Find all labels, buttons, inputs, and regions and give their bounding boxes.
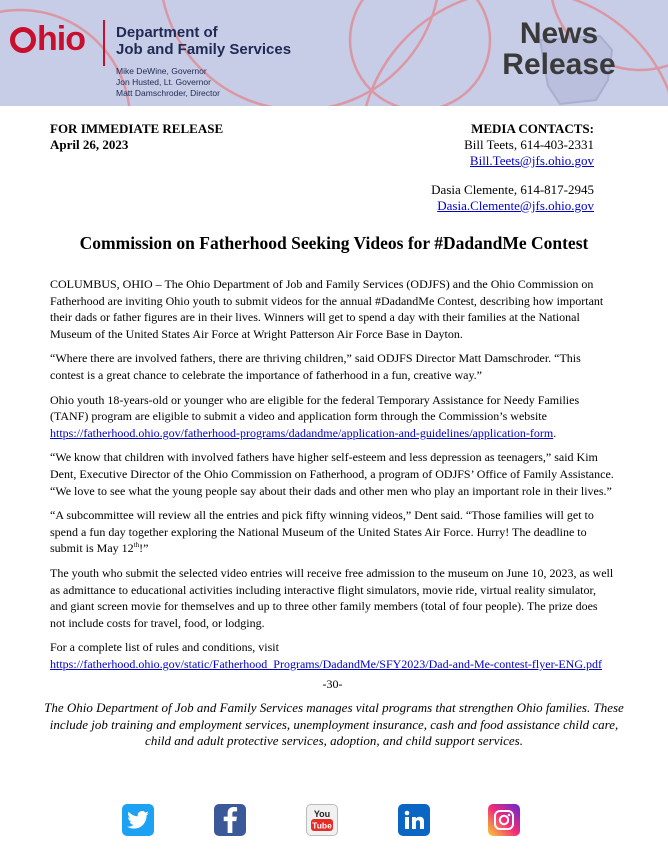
application-form-link[interactable]: https://fatherhood.ohio.gov/fatherhood-programs/dadandme/application-and-guidelines/application-form xyxy=(50,425,554,440)
ohio-logo-ring-icon xyxy=(10,27,36,53)
release-info xyxy=(50,121,223,153)
paragraph: “We know that children with involved fathers have higher self-esteem and less depression as teenagers,” said Kim Dent, Executive Director of the Ohio Commission on Fatherhood, a program of ODJFS’ Office of Family Assistance. “We love to see what the young people say about their dads and other men who play an important role in their lives.” xyxy=(50,450,614,498)
youtube-icon[interactable] xyxy=(306,804,338,836)
headline: Commission on Fatherhood Seeking Videos for #DadandMe Contest xyxy=(79,233,589,253)
facebook-icon[interactable] xyxy=(214,804,246,836)
officials-list xyxy=(116,66,220,99)
linkedin-icon[interactable] xyxy=(398,804,430,836)
paragraph: “A subcommittee will review all the entries and pick fifty winning videos,” Dent said. “Those families will get to spend a fun day together exploring the National Museum of the United States Air Force. Hurry! The deadline to submit is May 12th!” xyxy=(50,508,594,556)
contact-email-link[interactable]: Dasia.Clemente@jfs.ohio.gov xyxy=(437,198,594,213)
paragraph: The youth who submit the selected video entries will receive free admission to the museum on June 10, 2023, as well as admittance to educational activities including interactive flight simulators, movie ride, virtual reality simulator, and giant screen movie for themselves and up to three other family members (total of four people). The prize does not include costs for travel, food, or lodging. xyxy=(50,565,614,630)
header-banner xyxy=(0,0,668,106)
paragraph: “Where there are involved fathers, there are thriving children,” said ODJFS Director Matt Damschroder. “This contest is a great chance to celebrate the importance of fatherhood in a fun, creative way.” xyxy=(50,351,581,382)
rules-flyer-link[interactable]: https://fatherhood.ohio.gov/static/Fatherhood_Programs/DadandMe/SFY2023/Dad-and-Me-contest-flyer-ENG.pdf xyxy=(50,656,602,671)
department-name: Department of Job and Family Services xyxy=(116,24,292,58)
boilerplate-statement: The Ohio Department of Job and Family Services manages vital programs that strengthen Ohio families. These include job training and employment services, unemployment insurance, cash and food assistance child care, child and adult protective services, adoption, and child support services. xyxy=(44,700,624,748)
release-label: FOR IMMEDIATE RELEASE xyxy=(50,121,224,136)
news-release-title: News Release xyxy=(502,17,616,81)
article-body xyxy=(50,276,615,701)
contacts-heading: MEDIA CONTACTS: xyxy=(471,121,594,136)
twitter-icon[interactable] xyxy=(122,804,154,836)
paragraph: Ohio youth 18-years-old or younger who are eligible for the federal Temporary Assistance for Needy Families (TANF) program are eligible to submit a video and application form through the Commission’s website https://fatherhood.ohio.gov/fatherhood-programs/dadandme/application-and-guidelines/application-form. xyxy=(50,392,580,440)
paragraph: For a complete list of rules and conditions, visit https://fatherhood.ohio.gov/static/Fatherhood_Programs/DadandMe/SFY2023/Dad-and-Me-contest-flyer-ENG.pdf xyxy=(50,640,602,671)
svg-text:You: You xyxy=(313,809,331,819)
contact-email-link[interactable]: Bill.Teets@jfs.ohio.gov xyxy=(469,153,594,168)
official-governor: Mike DeWine, Governor xyxy=(116,66,207,76)
logo-divider xyxy=(103,20,105,66)
paragraph: COLUMBUS, OHIO – The Ohio Department of Job and Family Services (ODJFS) and the Ohio Commission on Fatherhood are inviting Ohio youth to submit videos for the annual #DadandMe Contest, describing how important their dads or father figures are in their lives. Winners will get to spend a day with their families at the National Museum of the United States Air Force at Wright Patterson Air Force Base in Dayton. xyxy=(50,277,604,341)
official-director: Matt Damschroder, Director xyxy=(116,88,220,98)
official-lt-governor: Jon Husted, Lt. Governor xyxy=(116,77,211,87)
ohio-logo: hio xyxy=(10,20,85,59)
end-mark: -30- xyxy=(322,677,343,692)
contact-line: Bill Teets, 614-403-2331 xyxy=(464,137,594,152)
instagram-icon[interactable] xyxy=(488,804,520,836)
contact-line: Dasia Clemente, 614-817-2945 xyxy=(431,182,594,197)
media-contacts xyxy=(431,121,594,214)
release-date: April 26, 2023 xyxy=(50,137,129,152)
svg-text:Tube: Tube xyxy=(312,820,332,831)
